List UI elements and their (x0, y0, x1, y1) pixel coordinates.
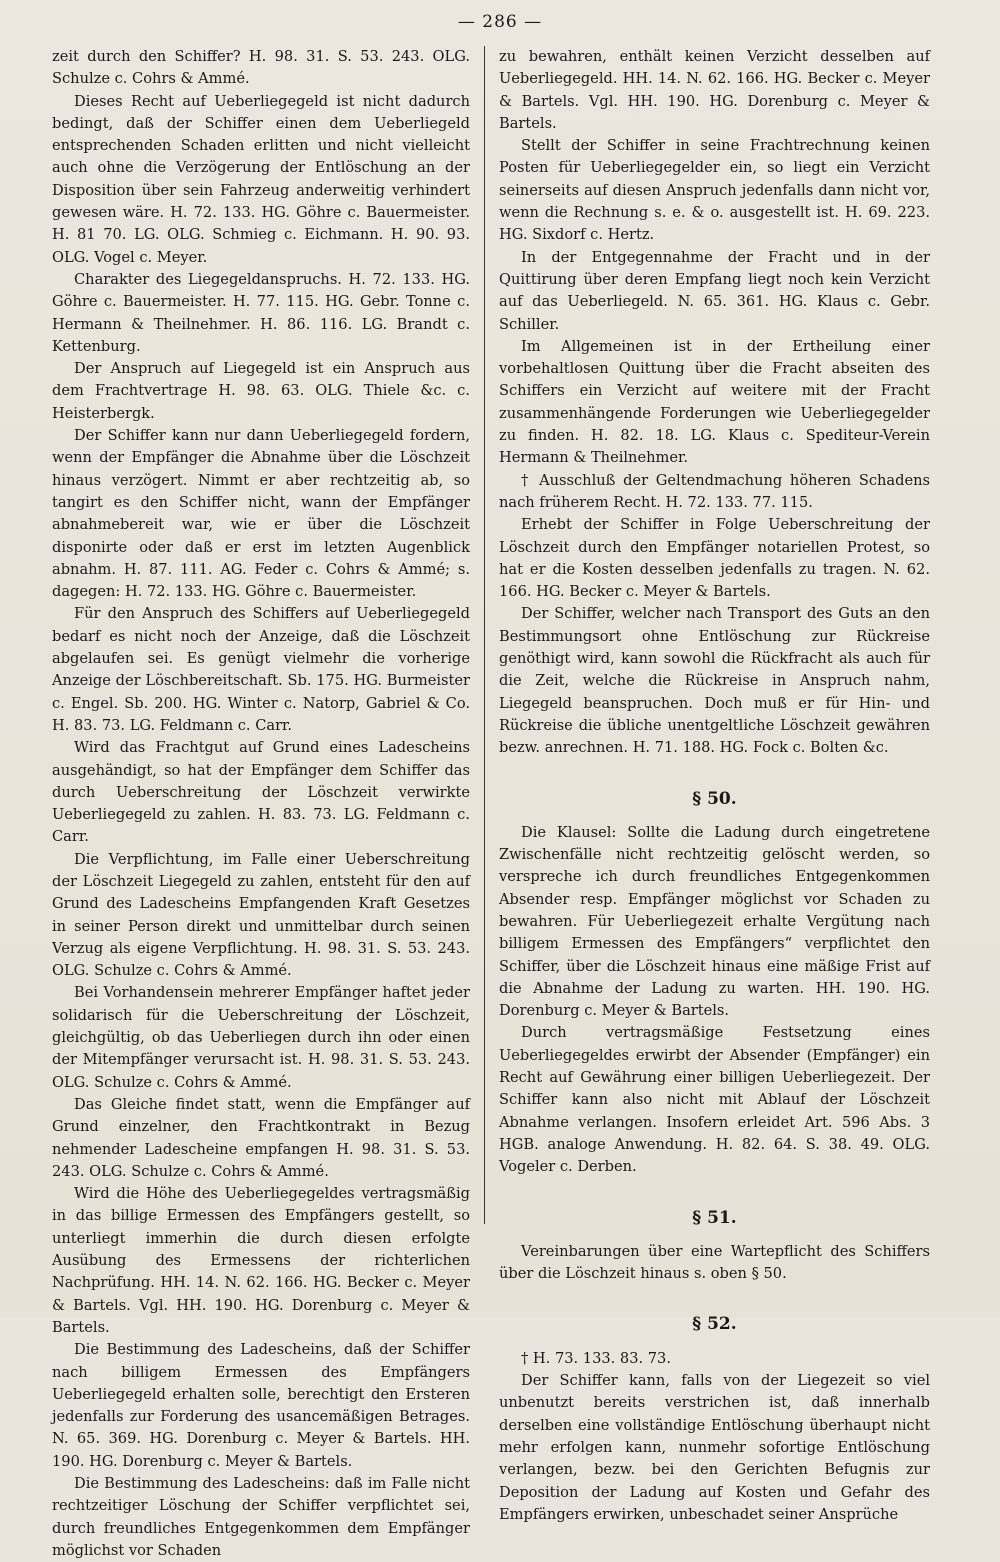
paragraph: Stellt der Schiffer in seine Frachtrechnung keinen Posten für Ueberliegegelder ein, so liegt ein Verzicht seinerseits auf diesen Anspruch jedenfalls dann nicht vor, wenn die Rechnung s. e. & o. ausgestellt ist. H. 69. 223. HG. Sixdorf c. Hertz. (499, 137, 930, 244)
paragraph: Im Allgemeinen ist in der Ertheilung einer vorbehaltlosen Quittung über die Fracht abseiten des Schiffers ein Verzicht auf weitere mit der Fracht zusammenhängende Forderungen wie Ueberliegegelder zu finden. H. 82. 18. LG. Klaus c. Spediteur-Verein Hermann & Theilnehmer. (499, 337, 930, 467)
paragraph: Der Anspruch auf Liegegeld ist ein Anspruch aus dem Frachtvertrage H. 98. 63. OLG. Thiele &c. c. Heisterbergk. (52, 360, 470, 422)
left-column (52, 46, 470, 1562)
paragraph: In der Entgegennahme der Fracht und in der Quittirung über deren Empfang liegt noch kein Verzicht auf das Ueberliegeld. N. 65. 361. HG. Klaus c. Gebr. Schiller. (499, 248, 930, 333)
paragraph: Charakter des Liegegeldanspruchs. H. 72. 133. HG. Göhre c. Bauermeister. H. 77. 115. HG. Gebr. Tonne c. Hermann & Theilnehmer. H. 86. 116. LG. Brandt c. Kettenburg. (52, 270, 470, 355)
paragraph: † H. 73. 133. 83. 73. (521, 1349, 671, 1367)
paragraph: Der Schiffer, welcher nach Transport des Guts an den Bestimmungsort ohne Entlöschung zur Rückreise genöthigt wird, kann sowohl die Rückfracht als auch für die Zeit, welche die Rückreise in Anspruch nahm, Liegegeld beanspruchen. Doch muß er für Hin- und Rückreise die übliche unentgeltliche Löschzeit gewähren bezw. anrechnen. H. 71. 188. HG. Fock c. Bolten &c. (499, 605, 930, 757)
right-column (499, 46, 930, 1526)
paragraph: Durch vertragsmäßige Festsetzung eines Ueberliegegeldes erwirbt der Absender (Empfänger) ein Recht auf Gewährung einer billigen Ueberliegezeit. Der Schiffer kann also nicht mit Ablauf der Löschzeit Abnahme verlangen. Insofern erleidet Art. 596 Abs. 3 HGB. analoge Anwendung. H. 82. 64. S. 38. 49. OLG. Vogeler c. Derben. (499, 1024, 930, 1176)
section-heading-50: § 50. (692, 788, 737, 809)
paragraph: zu bewahren, enthält keinen Verzicht desselben auf Ueberliegegeld. HH. 14. N. 62. 166. HG. Becker c. Meyer & Bartels. Vgl. HH. 190. HG. Dorenburg c. Meyer & Bartels. (499, 48, 930, 132)
paragraph: Das Gleiche findet statt, wenn die Empfänger auf Grund einzelner, den Frachtkontrakt in Bezug nehmender Ladescheine empfangen H. 98. 31. S. 53. 243. OLG. Schulze c. Cohrs & Ammé. (52, 1095, 470, 1180)
paragraph: Bei Vorhandensein mehrerer Empfänger haftet jeder solidarisch für die Ueberschreitung der Löschzeit, gleichgültig, ob das Ueberliegen durch ihn oder einen der Mitempfänger verursacht ist. H. 98. 31. S. 53. 243. OLG. Schulze c. Cohrs & Ammé. (52, 984, 470, 1091)
paragraph: Vereinbarungen über eine Wartepflicht des Schiffers über die Löschzeit hinaus s. oben § 50. (499, 1242, 930, 1283)
paragraph: zeit durch den Schiffer? H. 98. 31. S. 53. 243. OLG. Schulze c. Cohrs & Ammé. (52, 48, 470, 88)
page-number: — 286 — (457, 12, 543, 32)
section-heading-52: § 52. (692, 1314, 737, 1335)
paragraph: Die Bestimmung des Ladescheins: daß im Falle nicht rechtzeitiger Löschung der Schiffer verpflichtet sei, durch freundliches Entgegenkommen dem Empfänger möglichst vor Schaden (52, 1475, 470, 1559)
section-heading-51: § 51. (692, 1207, 737, 1228)
paragraph: Der Schiffer kann, falls von der Liegezeit so viel unbenutzt bereits verstrichen ist, daß innerhalb derselben eine vollständige Entlöschung überhaupt nicht mehr erfolgen kann, nunmehr sofortige Entlöschung verlangen, bezw. bei den Gerichten Befugnis zur Deposition der Ladung auf Kosten und Gefahr des Empfängers erwirken, unbeschadet seiner Ansprüche (499, 1372, 930, 1523)
column-divider (484, 46, 485, 1224)
paragraph: Erhebt der Schiffer in Folge Ueberschreitung der Löschzeit durch den Empfänger notariellen Protest, so hat er die Kosten desselben jedenfalls zu tragen. N. 62. 166. HG. Becker c. Meyer & Bartels. (499, 516, 930, 601)
paragraph: Die Klausel: Sollte die Ladung durch eingetretene Zwischenfälle nicht rechtzeitig gelöscht werden, so verspreche ich durch freundliches Entgegenkommen Absender resp. Empfänger möglichst vor Schaden zu bewahren. Für Ueberliegezeit erhalte Vergütung nach billigem Ermessen des Empfängers“ verpflichtet den Schiffer, über die Löschzeit hinaus eine mäßige Frist auf die Abnahme der Ladung zu warten. HH. 190. HG. Dorenburg c. Meyer & Bartels. (499, 823, 930, 1020)
paragraph: Die Bestimmung des Ladescheins, daß der Schiffer nach billigem Ermessen des Empfängers Ueberliegegeld erhalten solle, berechtigt den Ersteren jedenfalls zur Forderung des usancemäßigen Betrages. N. 65. 369. HG. Dorenburg c. Meyer & Bartels. HH. 190. HG. Dorenburg c. Meyer & Bartels. (52, 1341, 470, 1470)
paragraph: Der Schiffer kann nur dann Ueberliegegeld fordern, wenn der Empfänger die Abnahme über die Löschzeit hinaus verzögert. Nimmt er aber rechtzeitig ab, so tangirt es den Schiffer nicht, wann der Empfänger abnahmebereit war, wie er über die Löschzeit disponirte oder daß er erst im letzten Augenblick abnahm. H. 87. 111. AG. Feder c. Cohrs & Ammé; s. dagegen: H. 72. 133. HG. Göhre c. Bauermeister. (52, 427, 470, 601)
paragraph: Wird die Höhe des Ueberliegegeldes vertragsmäßig in das billige Ermessen des Empfängers gestellt, so unterliegt immerhin die durch diesen erfolgte Ausübung des Ermessens der richterlichen Nachprüfung. HH. 14. N. 62. 166. HG. Becker c. Meyer & Bartels. Vgl. HH. 190. HG. Dorenburg c. Meyer & Bartels. (52, 1185, 470, 1336)
paragraph: † Ausschluß der Geltendmachung höheren Schadens nach früherem Recht. H. 72. 133. 77. 115. (499, 471, 930, 511)
paragraph: Wird das Frachtgut auf Grund eines Ladescheins ausgehändigt, so hat der Empfänger dem Schiffer das durch Ueberschreitung der Löschzeit verwirkte Ueberliegegeld zu zahlen. H. 83. 73. LG. Feldmann c. Carr. (52, 739, 470, 846)
paragraph: Dieses Recht auf Ueberliegegeld ist nicht dadurch bedingt, daß der Schiffer einen dem Ueberliegeld entsprechenden Schaden erlitten und nicht vielleicht auch ohne die Verzögerung der Entlöschung an der Disposition über sein Fahrzeug anderweitig verhindert gewesen wäre. H. 72. 133. HG. Göhre c. Bauermeister. H. 81 70. LG. OLG. Schmieg c. Eichmann. H. 90. 93. OLG. Vogel c. Meyer. (52, 92, 470, 266)
paragraph: Für den Anspruch des Schiffers auf Ueberliegegeld bedarf es nicht noch der Anzeige, daß die Löschzeit abgelaufen sei. Es genügt vielmehr die vorherige Anzeige der Löschbereitschaft. Sb. 175. HG. Burmeister c. Engel. Sb. 200. HG. Winter c. Natorp, Gabriel & Co. H. 83. 73. LG. Feldmann c. Carr. (52, 605, 470, 734)
paragraph: Die Verpflichtung, im Falle einer Ueberschreitung der Löschzeit Liegegeld zu zahlen, entsteht für den auf Grund des Ladescheins Empfangenden Kraft Gesetzes in seiner Person direkt und unmittelbar durch seinen Verzug als eigene Verpflichtung. H. 98. 31. S. 53. 243. OLG. Schulze c. Cohrs & Ammé. (52, 850, 470, 980)
